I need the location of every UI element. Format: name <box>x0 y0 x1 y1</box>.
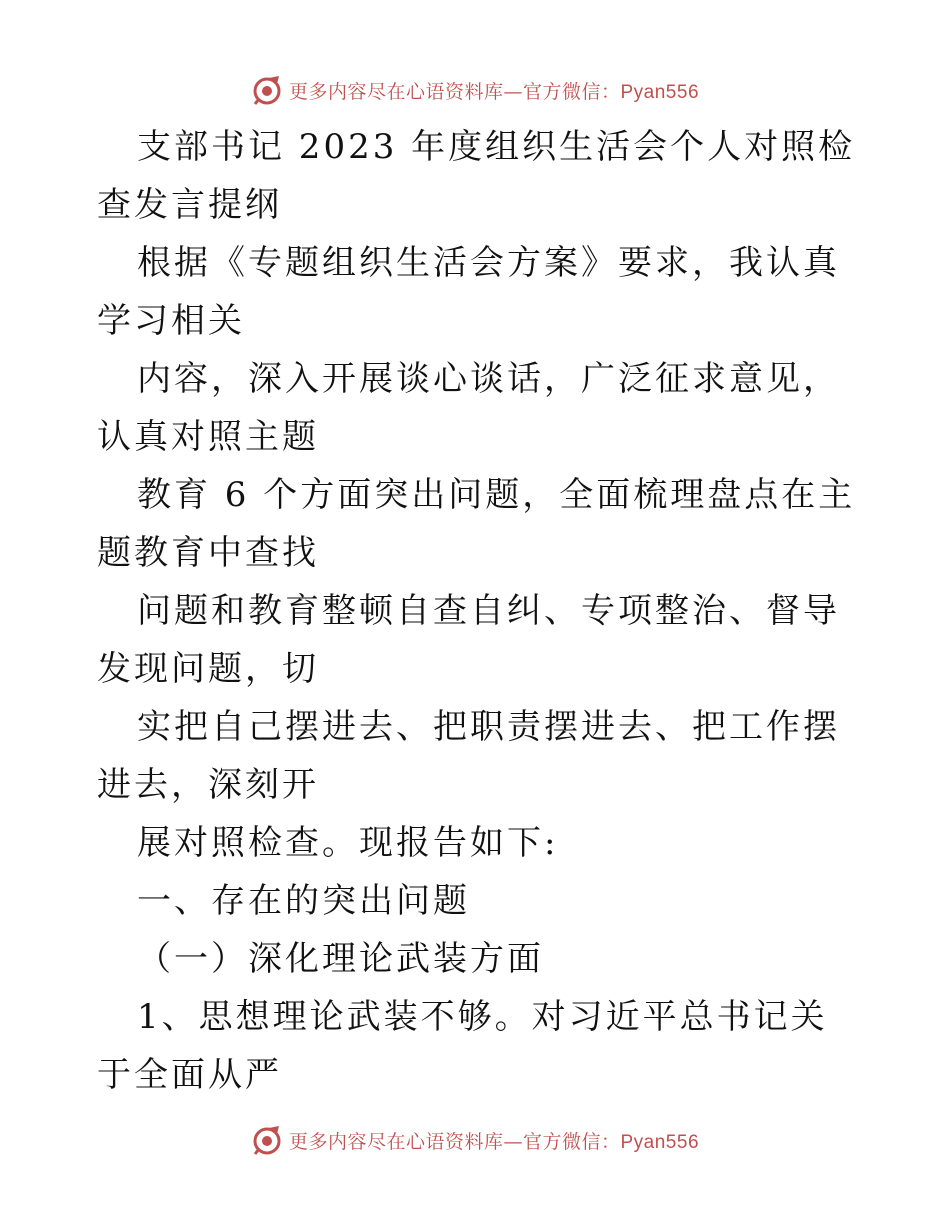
paragraph-line: 1、思想理论武装不够。对习近平总书记关于全面从严 <box>97 997 828 1095</box>
subsection-heading: （一）深化理论武装方面 <box>137 939 544 979</box>
watermark-logo-icon <box>251 1124 283 1156</box>
paragraph-line: 内容，深入开展谈心谈话，广泛征求意见，认真对照主题 <box>97 359 840 457</box>
watermark-wechat-id: Pyan556 <box>620 81 700 103</box>
document-body <box>97 118 857 1104</box>
paragraph-line: 问题和教育整顿自查自纠、专项整治、督导发现问题，切 <box>97 591 840 689</box>
paragraph-line: 根据《专题组织生活会方案》要求，我认真学习相关 <box>97 243 840 341</box>
watermark-wechat-label: 官方微信： <box>522 80 621 103</box>
paragraph-line: 展对照检查。现报告如下: <box>137 823 559 863</box>
paragraph-line: 实把自己摆进去、把职责摆进去、把工作摆进去，深刻开 <box>97 707 840 805</box>
paragraph-line: 教育 6 个方面突出问题，全面梳理盘点在主题教育中查找 <box>97 475 856 573</box>
header-watermark <box>0 70 950 110</box>
watermark-text: 更多内容尽在心语资料库 <box>288 80 504 103</box>
document-title: 支部书记 2023 年度组织生活会个人对照检查发言提纲 <box>97 127 856 225</box>
section-heading: 一、存在的突出问题 <box>137 881 470 921</box>
footer-watermark <box>0 1120 950 1160</box>
watermark-wechat-id: Pyan556 <box>620 1131 700 1153</box>
watermark-wechat-label: 官方微信： <box>522 1130 621 1153</box>
watermark-logo-icon <box>251 74 283 106</box>
watermark-separator: — <box>503 1130 523 1153</box>
watermark-text: 更多内容尽在心语资料库 <box>288 1130 504 1153</box>
watermark-separator: — <box>503 80 523 103</box>
